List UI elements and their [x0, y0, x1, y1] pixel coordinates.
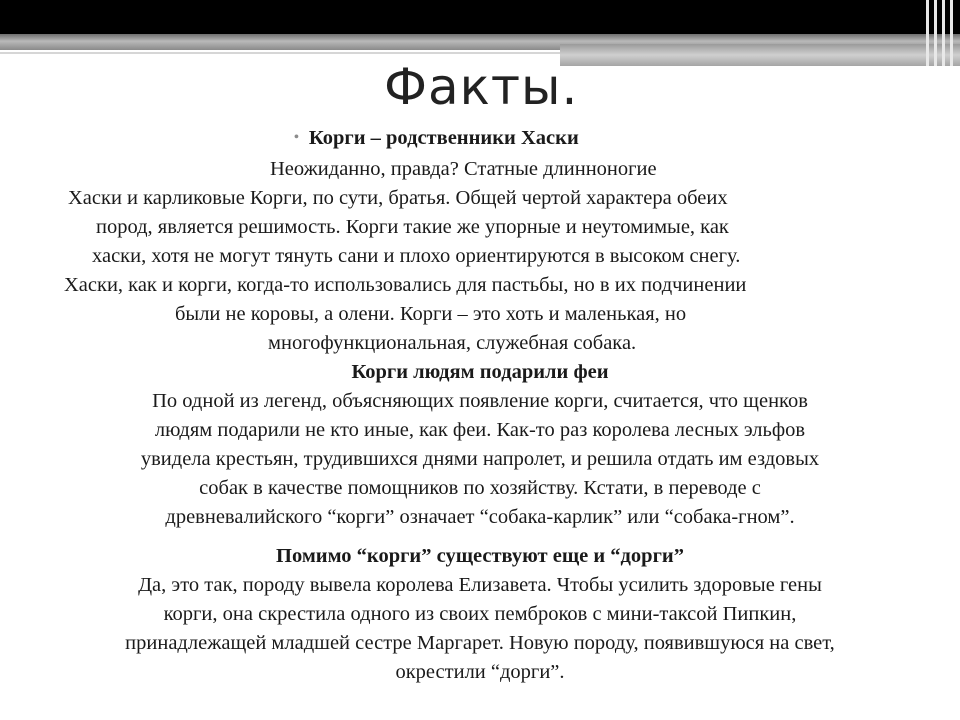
section3-line: Да, это так, породу вывела королева Елизавета. Чтобы усилить здоровые гены	[138, 574, 822, 596]
slide-title: Факты.	[384, 58, 579, 116]
section1-line: пород, является решимость. Корги такие же упорные и неутомимые, как	[96, 216, 729, 238]
section3-line: принадлежащей младшей сестре Маргарет. Новую породу, появившуюся на свет,	[125, 632, 835, 654]
section3-line: корги, она скрестила одного из своих пемброков с мини-таксой Пипкин,	[163, 603, 797, 625]
section2-line: По одной из легенд, объясняющих появление корги, считается, что щенков	[152, 390, 808, 412]
section1-heading-line	[0, 124, 960, 155]
top-gray-step	[560, 44, 960, 66]
section2-line: древневалийского “корги” означает “собака-карлик” или “собака-гном”.	[165, 506, 795, 528]
section3-line: окрестили “дорги”.	[395, 661, 565, 683]
section2-line: людям подарили не кто иные, как феи. Как-то раз королева лесных эльфов	[154, 419, 806, 441]
section1-line: были не коровы, а олени. Корги – это хоть и маленькая, но	[175, 303, 687, 325]
slide-content	[0, 124, 960, 687]
bullet-icon: •	[294, 130, 299, 145]
section3-heading: Помимо “корги” существуют еще и “дорги”	[276, 545, 684, 567]
section1-line: Хаски и карликовые Корги, по сути, братья. Общей чертой характера обеих	[68, 187, 728, 209]
section1-heading: Корги – родственники Хаски	[308, 127, 579, 149]
section1-line: многофункциональная, служебная собака.	[268, 332, 637, 354]
section2-heading: Корги людям подарили феи	[351, 361, 609, 383]
section2-line: увидела крестьян, трудившихся днями напролет, и решила отдать им ездовых	[140, 448, 820, 470]
section1-line: хаски, хотя не могут тянуть сани и плохо ориентируются в высоком снегу.	[92, 245, 741, 267]
top-thin-line	[0, 52, 560, 54]
top-black-bar	[0, 0, 960, 34]
section1-intro: Неожиданно, правда? Статные длинноногие	[270, 158, 657, 180]
section1-line: Хаски, как и корги, когда-то использовались для пастьбы, но в их подчинении	[64, 274, 747, 296]
corner-stripes	[920, 0, 960, 66]
section2-line: собак в качестве помощников по хозяйству. Кстати, в переводе с	[199, 477, 761, 499]
